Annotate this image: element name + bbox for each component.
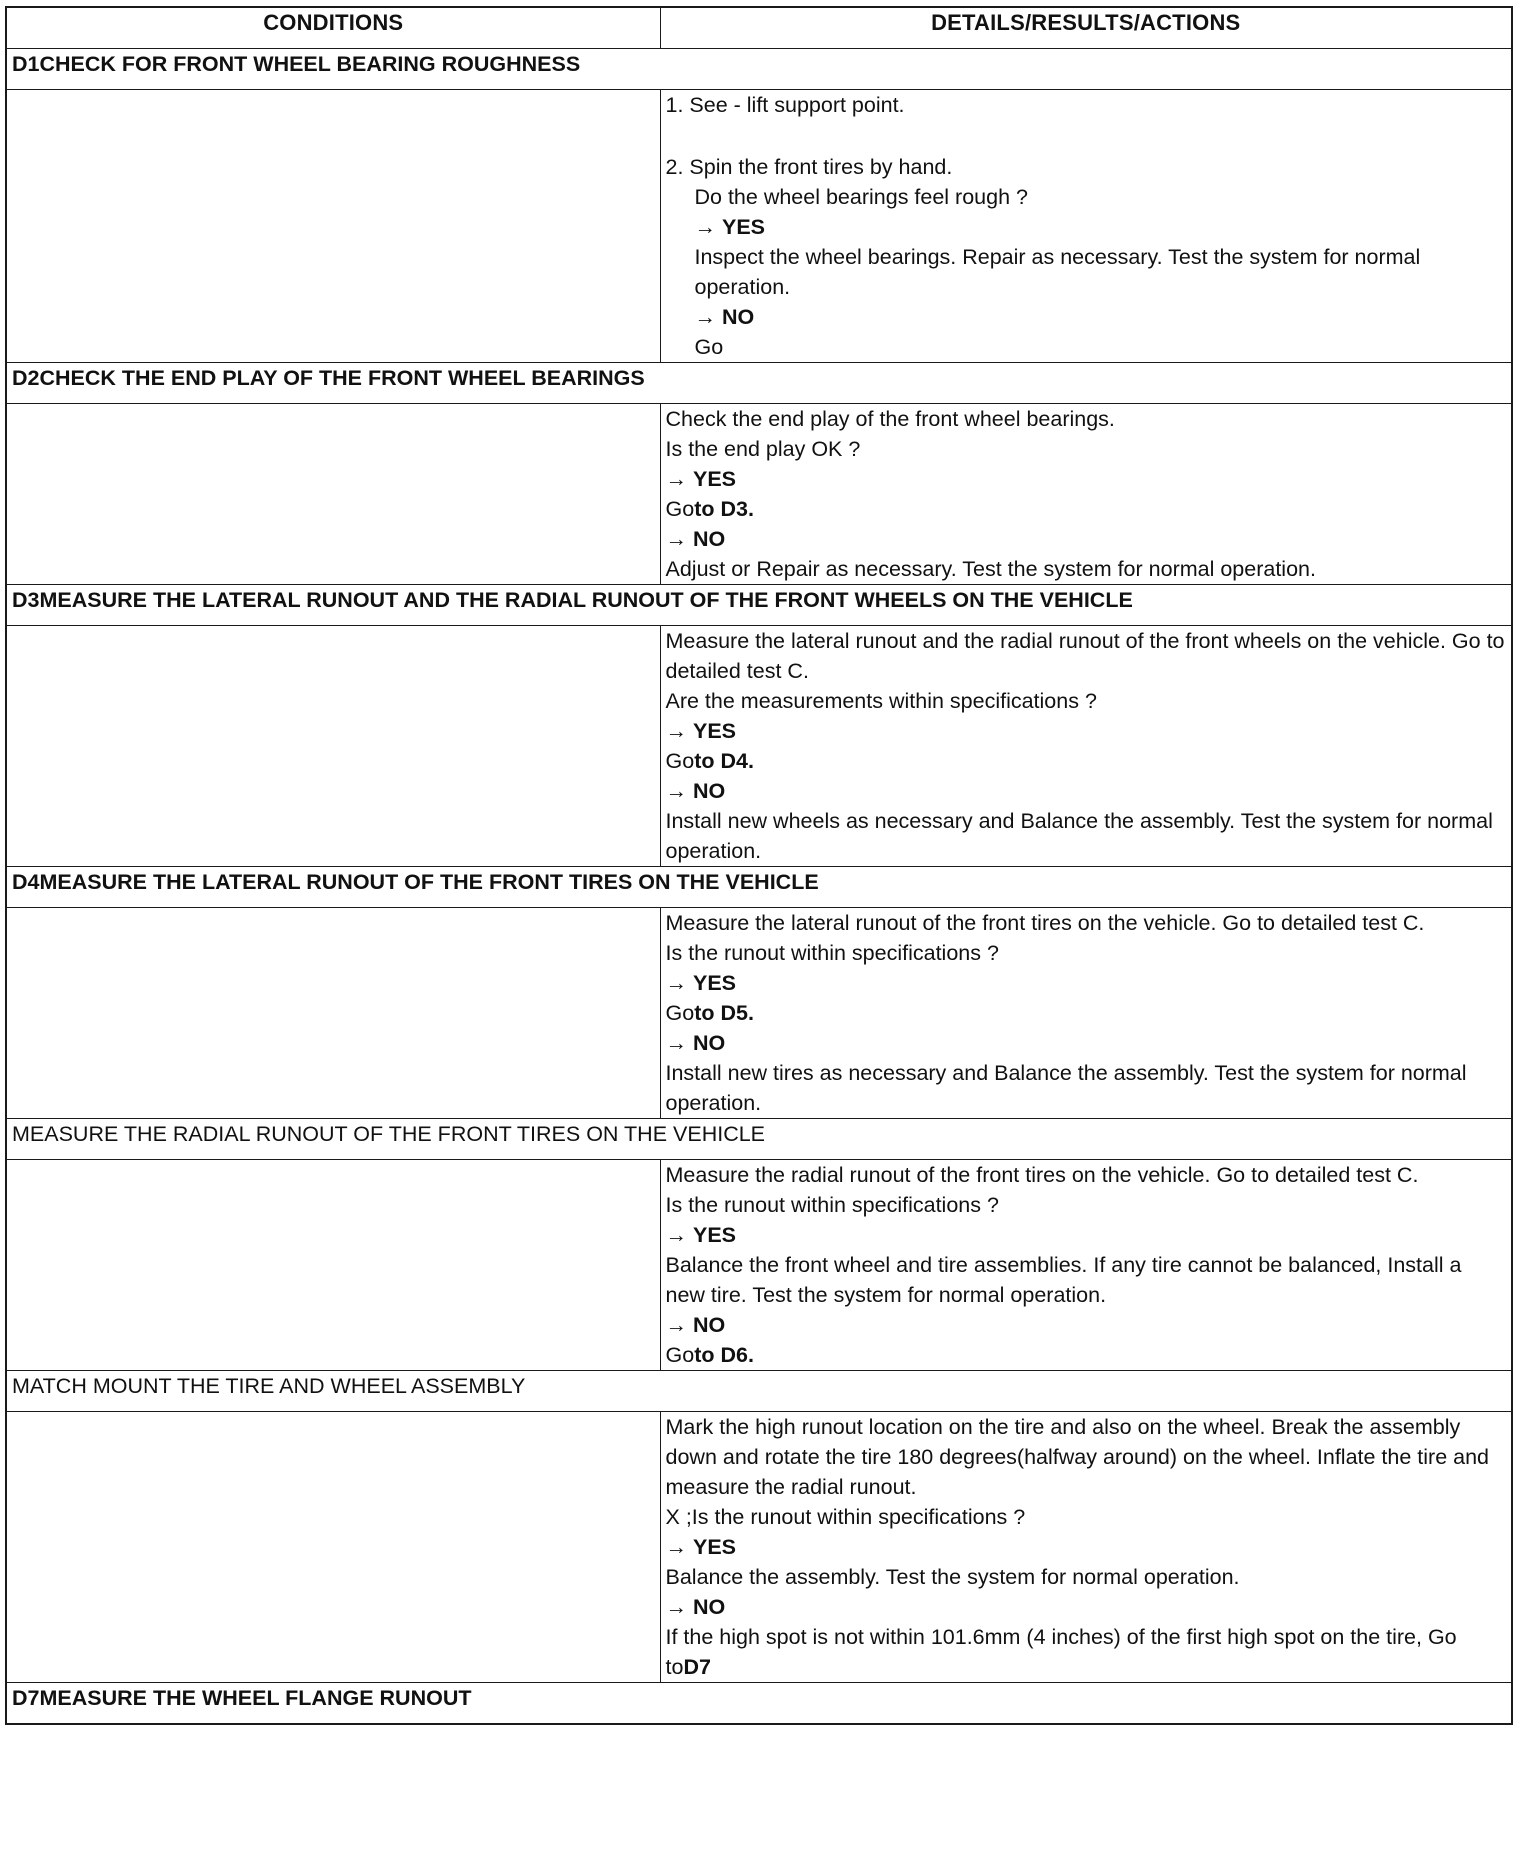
d4-yes-label: YES <box>692 971 737 995</box>
d5-yes-line <box>666 1220 1507 1250</box>
d1-yes-line <box>666 212 1507 242</box>
conditions-cell-d6 <box>6 1412 660 1683</box>
conditions-cell-d1 <box>6 90 660 363</box>
right-arrow-icon: → <box>665 1313 687 1337</box>
right-arrow-icon: → <box>665 779 687 803</box>
d1-no-label: NO <box>721 305 755 329</box>
d3-no-action: Install new wheels as necessary and Balance the assembly. Test the system for normal operation. <box>665 809 1493 863</box>
conditions-cell-d2 <box>6 404 660 585</box>
right-arrow-icon: → <box>665 1595 687 1619</box>
d5-yes-action: Balance the front wheel and tire assemblies. If any tire cannot be balanced, Install a new tire. Test the system for normal operation. <box>665 1253 1462 1307</box>
step-row-d3 <box>6 626 1512 867</box>
d4-yes-reference: to D5. <box>694 1001 754 1025</box>
conditions-cell-d3 <box>6 626 660 867</box>
d1-yes-label: YES <box>721 215 766 239</box>
section-title-d3: D3MEASURE THE LATERAL RUNOUT AND THE RADIAL RUNOUT OF THE FRONT WHEELS ON THE VEHICLE <box>6 585 1512 626</box>
d3-no-label: NO <box>692 779 726 803</box>
section-row-d5 <box>6 1119 1512 1160</box>
d4-no-label: NO <box>692 1031 726 1055</box>
d1-step1: 1. See - lift support point. <box>665 93 905 117</box>
d3-question: Are the measurements within specifications ? <box>665 689 1097 713</box>
conditions-cell-d4 <box>6 908 660 1119</box>
right-arrow-icon: → <box>665 719 687 743</box>
d3-instruction: Measure the lateral runout and the radial runout of the front wheels on the vehicle. Go to detailed test C. <box>665 629 1505 683</box>
details-cell-d2 <box>660 404 1512 585</box>
d2-yes-label: YES <box>692 467 737 491</box>
right-arrow-icon: → <box>665 1031 687 1055</box>
section-row-d6 <box>6 1371 1512 1412</box>
d1-no-line <box>666 302 1507 332</box>
d3-yes-action: Goto D4. <box>665 749 754 773</box>
right-arrow-icon: → <box>665 971 687 995</box>
section-title-d5: MEASURE THE RADIAL RUNOUT OF THE FRONT TIRES ON THE VEHICLE <box>6 1119 1512 1160</box>
d6-no-label: NO <box>692 1595 726 1619</box>
details-cell-d4 <box>660 908 1512 1119</box>
d3-no-line <box>666 776 1507 806</box>
d6-no-action: If the high spot is not within 101.6mm (4 inches) of the first high spot on the tire, Go toD7 <box>665 1625 1457 1679</box>
section-row-d7 <box>6 1683 1512 1725</box>
d6-instruction: Mark the high runout location on the tire and also on the wheel. Break the assembly down and rotate the tire 180 degrees(halfway around) on the wheel. Inflate the tire and measure the radial runout. <box>665 1415 1490 1499</box>
d1-yes-action: Inspect the wheel bearings. Repair as necessary. Test the system for normal operation. <box>694 245 1421 299</box>
d5-no-label: NO <box>692 1313 726 1337</box>
d2-question: Is the end play OK ? <box>665 437 861 461</box>
right-arrow-icon: → <box>694 305 716 329</box>
d3-yes-line <box>666 716 1507 746</box>
d4-yes-action: Goto D5. <box>665 1001 754 1025</box>
d3-yes-label: YES <box>692 719 737 743</box>
section-title-d7: D7MEASURE THE WHEEL FLANGE RUNOUT <box>6 1683 1512 1725</box>
d5-no-action: Goto D6. <box>665 1343 754 1367</box>
details-cell-d6 <box>660 1412 1512 1683</box>
d5-instruction: Measure the radial runout of the front tires on the vehicle. Go to detailed test C. <box>665 1163 1419 1187</box>
d6-yes-label: YES <box>692 1535 737 1559</box>
d6-yes-line <box>666 1532 1507 1562</box>
d6-yes-action: Balance the assembly. Test the system for normal operation. <box>665 1565 1240 1589</box>
d3-yes-reference: to D4. <box>694 749 754 773</box>
d4-question: Is the runout within specifications ? <box>665 941 999 965</box>
d4-instruction: Measure the lateral runout of the front tires on the vehicle. Go to detailed test C. <box>665 911 1425 935</box>
step-row-d2 <box>6 404 1512 585</box>
right-arrow-icon: → <box>665 1223 687 1247</box>
right-arrow-icon: → <box>665 1535 687 1559</box>
section-title-d2: D2CHECK THE END PLAY OF THE FRONT WHEEL BEARINGS <box>6 363 1512 404</box>
d5-question: Is the runout within specifications ? <box>665 1193 999 1217</box>
section-title-d1: D1CHECK FOR FRONT WHEEL BEARING ROUGHNESS <box>6 49 1512 90</box>
table-header-row <box>6 7 1512 49</box>
d2-no-label: NO <box>692 527 726 551</box>
d1-question: Do the wheel bearings feel rough ? <box>694 185 1028 209</box>
conditions-column-header: CONDITIONS <box>6 7 660 49</box>
step-row-d1 <box>6 90 1512 363</box>
details-cell-d3 <box>660 626 1512 867</box>
details-column-header: DETAILS/RESULTS/ACTIONS <box>660 7 1512 49</box>
right-arrow-icon: → <box>694 215 716 239</box>
d2-no-action: Adjust or Repair as necessary. Test the system for normal operation. <box>665 557 1316 581</box>
right-arrow-icon: → <box>665 527 687 551</box>
section-title-d6: MATCH MOUNT THE TIRE AND WHEEL ASSEMBLY <box>6 1371 1512 1412</box>
section-row-d3 <box>6 585 1512 626</box>
d5-yes-label: YES <box>692 1223 737 1247</box>
d5-no-reference: to D6. <box>694 1343 754 1367</box>
step-row-d4 <box>6 908 1512 1119</box>
conditions-cell-d5 <box>6 1160 660 1371</box>
details-cell-d1 <box>660 90 1512 363</box>
section-title-d4: D4MEASURE THE LATERAL RUNOUT OF THE FRONT TIRES ON THE VEHICLE <box>6 867 1512 908</box>
d4-no-action: Install new tires as necessary and Balance the assembly. Test the system for normal operation. <box>665 1061 1467 1115</box>
d6-no-reference: D7 <box>683 1655 711 1679</box>
d2-yes-action: Goto D3. <box>665 497 754 521</box>
section-row-d1 <box>6 49 1512 90</box>
diagnostic-procedure-table <box>5 6 1513 1725</box>
d4-no-line <box>666 1028 1507 1058</box>
d2-instruction: Check the end play of the front wheel bearings. <box>665 407 1115 431</box>
section-row-d4 <box>6 867 1512 908</box>
d2-yes-line <box>666 464 1507 494</box>
d1-no-action: Go <box>694 335 724 359</box>
d6-question: X ;Is the runout within specifications ? <box>665 1505 1026 1529</box>
step-row-d5 <box>6 1160 1512 1371</box>
d1-step2: 2. Spin the front tires by hand. <box>665 155 953 179</box>
step-row-d6 <box>6 1412 1512 1683</box>
right-arrow-icon: → <box>665 467 687 491</box>
d4-yes-line <box>666 968 1507 998</box>
details-cell-d5 <box>660 1160 1512 1371</box>
d6-no-line <box>666 1592 1507 1622</box>
d2-yes-reference: to D3. <box>694 497 754 521</box>
d2-no-line <box>666 524 1507 554</box>
d5-no-line <box>666 1310 1507 1340</box>
section-row-d2 <box>6 363 1512 404</box>
